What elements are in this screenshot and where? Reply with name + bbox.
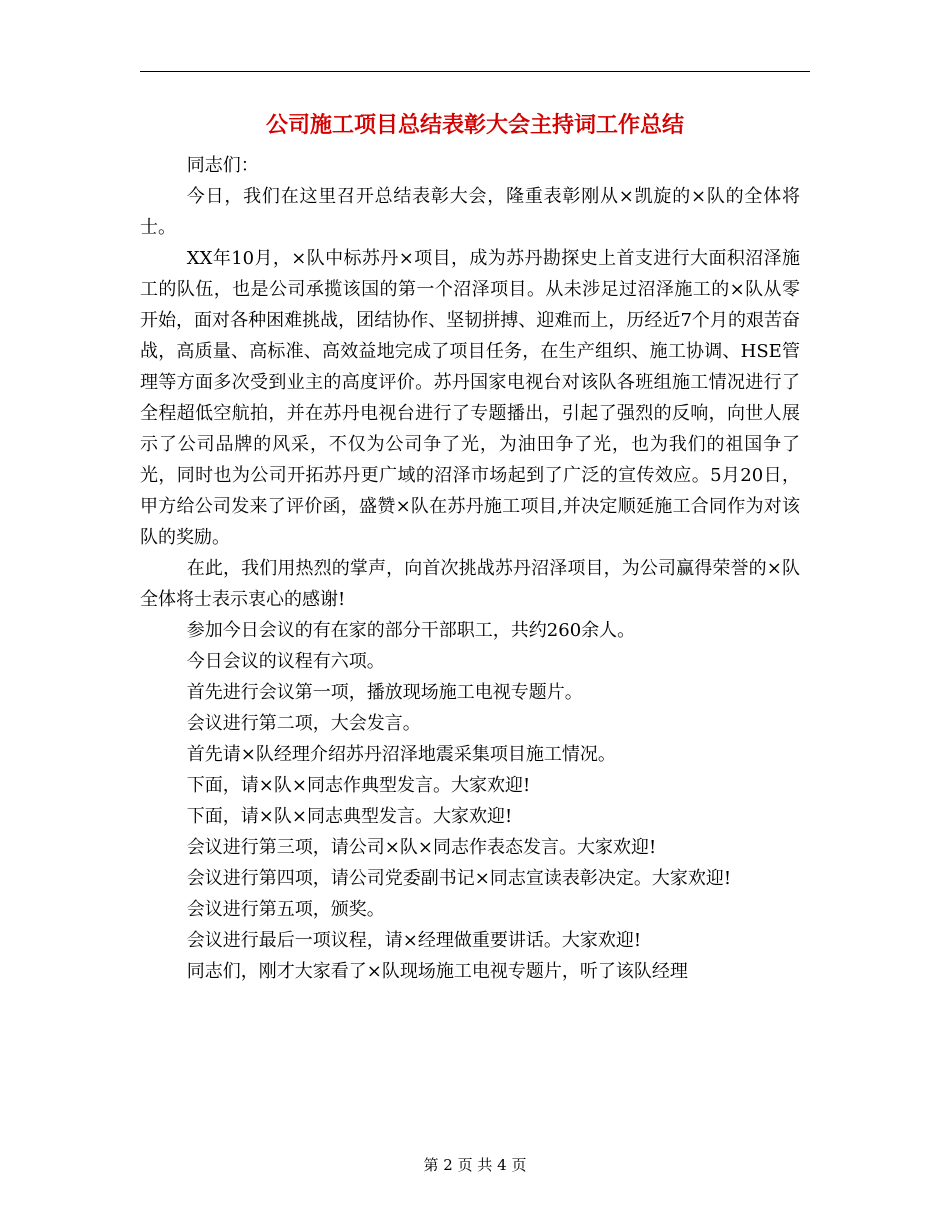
paragraph-agenda-item-2: 会议进行第二项，大会发言。	[186, 713, 421, 734]
paragraph-agenda-item-3: 会议进行第三项，请公司×队×同志作表态发言。大家欢迎!	[186, 837, 657, 858]
paragraph-agenda-count: 今日会议的议程有六项。	[186, 651, 385, 672]
paragraph-speaker-2: 下面，请×队×同志典型发言。大家欢迎!	[186, 806, 513, 827]
header-rule	[140, 71, 810, 72]
paragraph-opening: 今日，我们在这里召开总结表彰大会，隆重表彰刚从×凯旋的×队的全体将士。	[140, 186, 800, 238]
paragraph-speaker-1: 下面，请×队×同志作典型发言。大家欢迎!	[186, 775, 531, 796]
document-body	[140, 150, 800, 987]
paragraph-salutation: 同志们：	[186, 155, 259, 176]
paragraph-attendance: 参加今日会议的有在家的部分干部职工，共约260余人。	[186, 620, 636, 641]
paragraph-speaker-manager: 首先请×队经理介绍苏丹沼泽地震采集项目施工情况。	[186, 744, 616, 765]
paragraph-closing: 同志们，刚才大家看了×队现场施工电视专题片，听了该队经理	[186, 961, 688, 982]
document-title: 公司施工项目总结表彰大会主持词工作总结	[265, 113, 684, 138]
paragraph-agenda-item-5: 会议进行第五项，颁奖。	[186, 899, 385, 920]
paragraph-project-summary: XX年10月，×队中标苏丹×项目，成为苏丹勘探史上首支进行大面积沼泽施工的队伍，也是公司承揽该国的第一个沼泽项目。从未涉足过沼泽施工的×队从零开始，面对各种困难挑战，团结协作、坚韧拼搏、迎难而上，历经近7个月的艰苦奋战，高质量、高标准、高效益地完成了项目任务，在生产组织、施工协调、HSE管理等方面多次受到业主的高度评价。苏丹国家电视台对该队各班组施工情况进行了全程超低空航拍，并在苏丹电视台进行了专题播出，引起了强烈的反响，向世人展示了公司品牌的风采，不仅为公司争了光，为油田争了光，也为我们的祖国争了光，同时也为公司开拓苏丹更广域的沼泽市场起到了广泛的宣传效应。5月20日，甲方给公司发来了评价函，盛赞×队在苏丹施工项目,并决定顺延施工合同作为对该队的奖励。	[140, 248, 800, 548]
paragraph-thanks: 在此，我们用热烈的掌声，向首次挑战苏丹沼泽项目，为公司赢得荣誉的×队全体将士表示衷心的感谢!	[140, 558, 800, 610]
paragraph-agenda-item-6: 会议进行最后一项议程，请×经理做重要讲话。大家欢迎!	[186, 930, 642, 951]
paragraph-agenda-item-4: 会议进行第四项，请公司党委副书记×同志宣读表彰决定。大家欢迎!	[186, 868, 732, 889]
paragraph-agenda-item-1: 首先进行会议第一项，播放现场施工电视专题片。	[186, 682, 583, 703]
page-number-footer: 第 2 页 共 4 页	[423, 1156, 527, 1174]
